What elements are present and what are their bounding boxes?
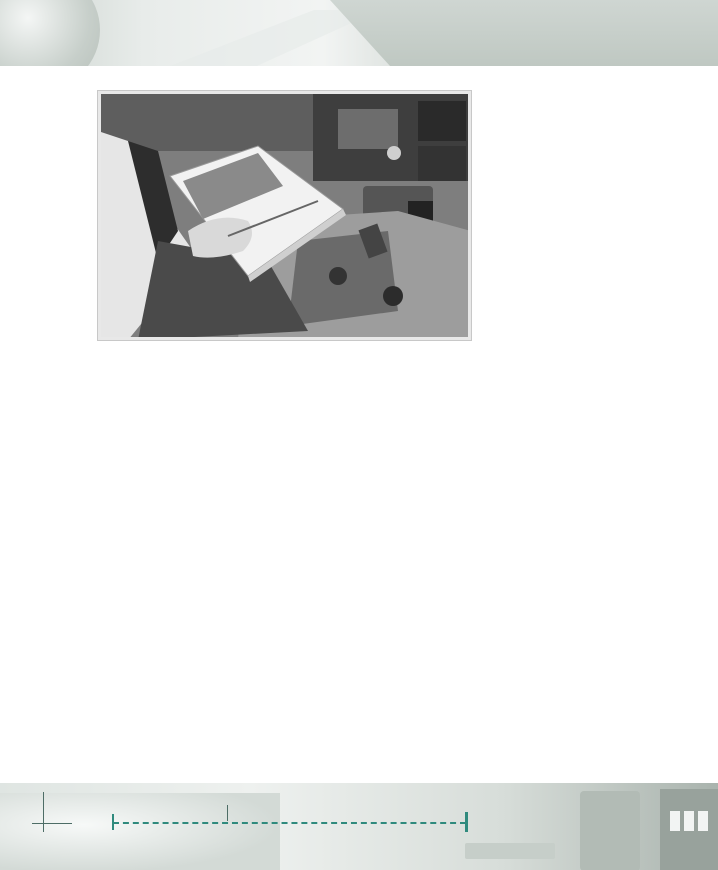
ruler-dashed-line	[113, 822, 466, 824]
footer-decoration-device	[465, 843, 555, 859]
ruler-mid-tick	[227, 805, 228, 821]
header-decoration-circle	[0, 0, 100, 66]
header-decoration-panel	[330, 0, 718, 66]
crosshair-horizontal	[32, 823, 72, 824]
footer-decoration-glow	[0, 793, 280, 870]
header-banner	[0, 0, 718, 66]
crosshair-vertical	[43, 792, 44, 832]
footer-decoration-buttons	[660, 789, 718, 870]
footer-banner	[0, 783, 718, 870]
cockpit-photo	[97, 90, 472, 341]
ruler-right-tick	[465, 812, 468, 832]
footer-decoration-panel	[580, 791, 640, 870]
